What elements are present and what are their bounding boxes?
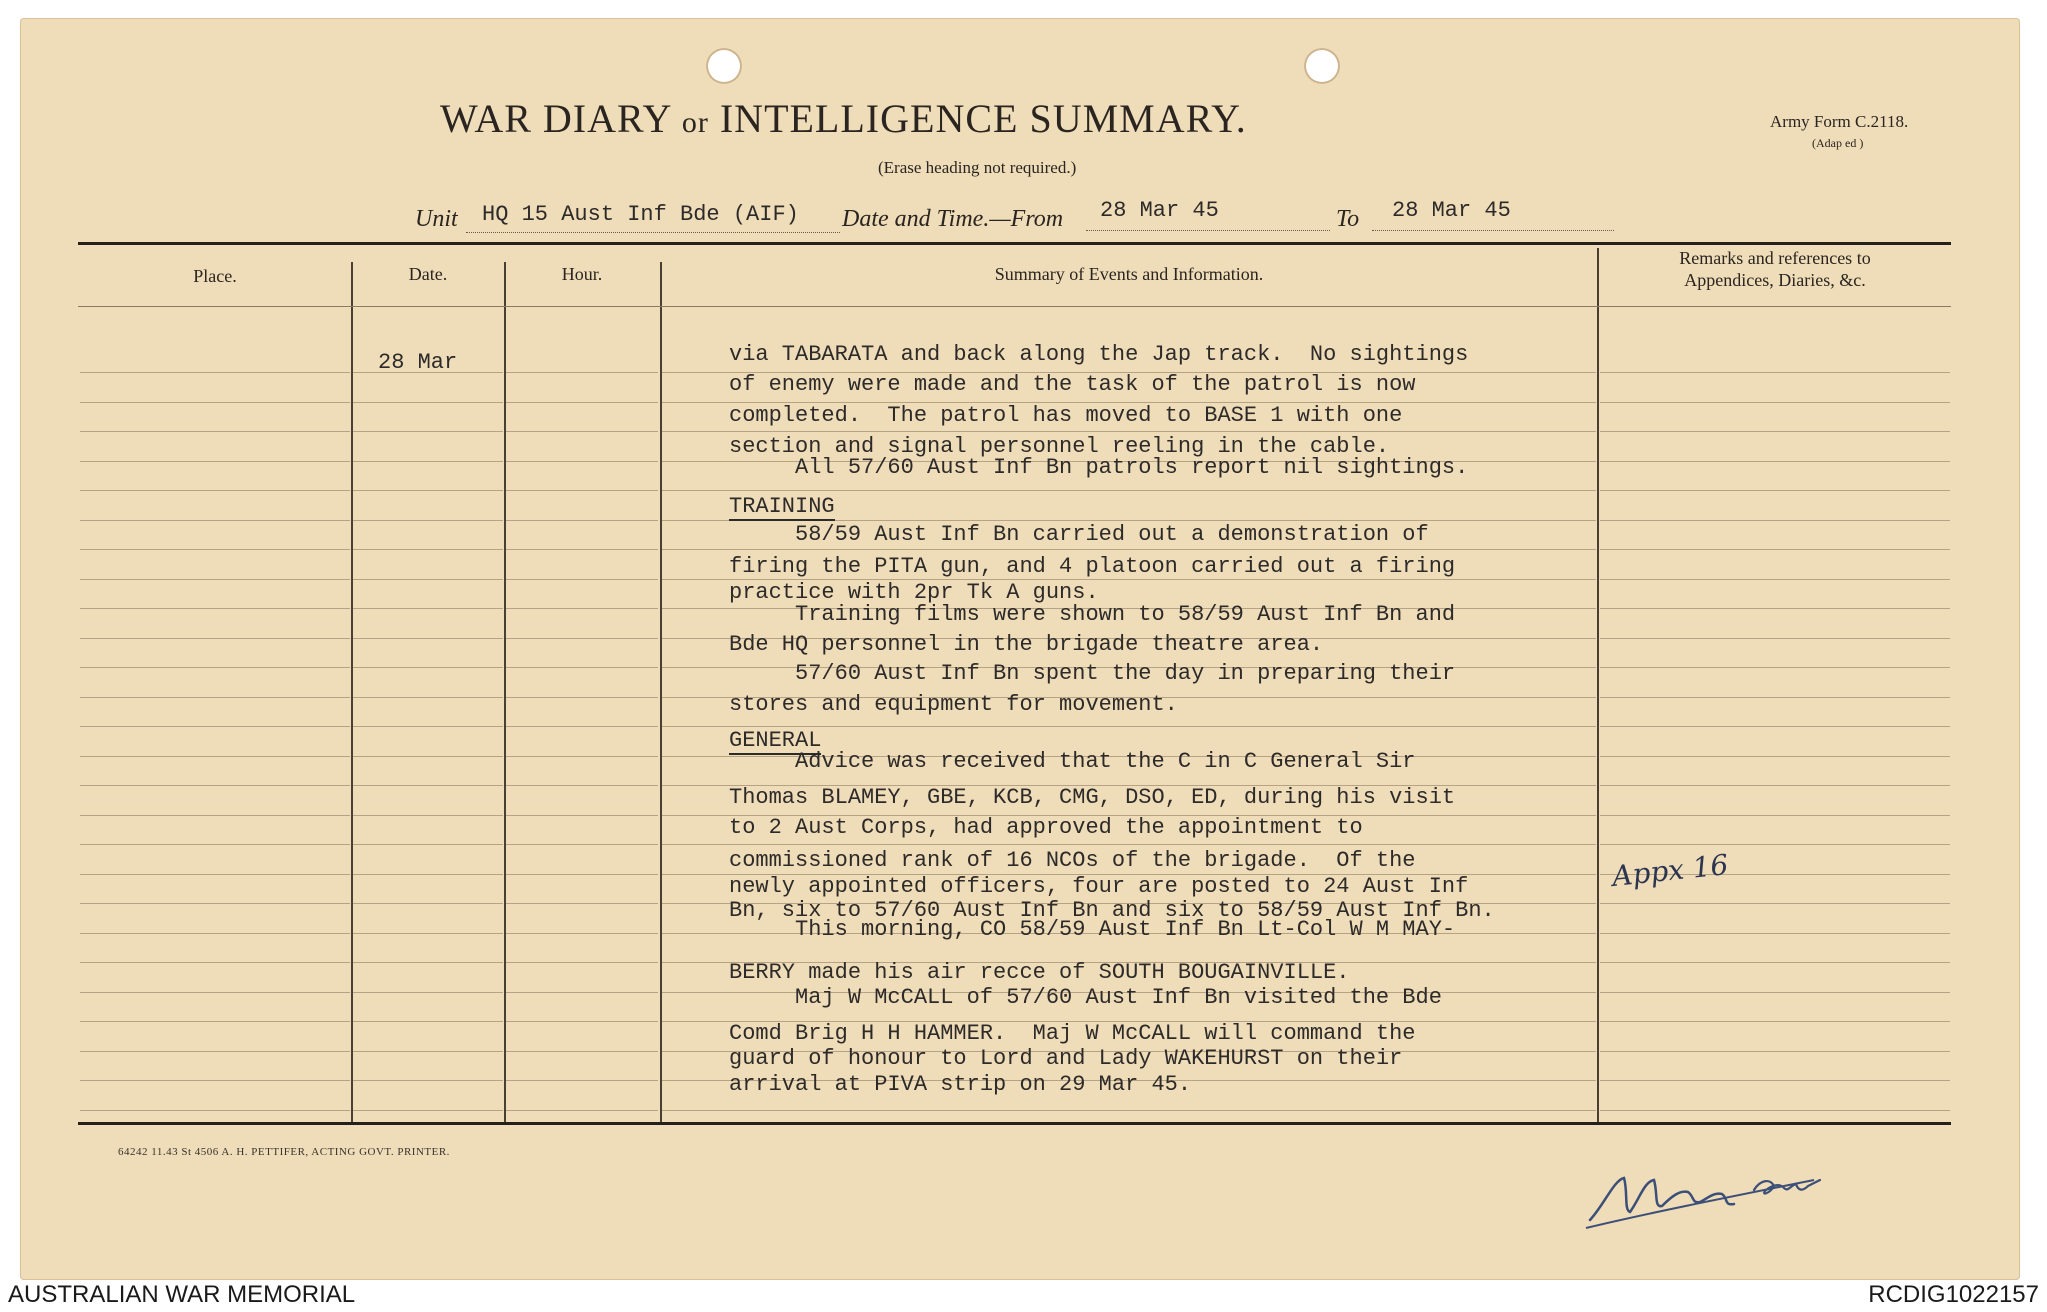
guide-rule: [80, 549, 350, 550]
guide-rule: [506, 992, 658, 993]
summary-line: of enemy were made and the task of the patrol is now: [729, 372, 1416, 397]
summary-line: 58/59 Aust Inf Bn carried out a demonstration of: [729, 522, 1429, 547]
guide-rule: [80, 933, 350, 934]
summary-line: BERRY made his air recce of SOUTH BOUGAINVILLE.: [729, 960, 1350, 985]
guide-rule: [506, 933, 658, 934]
summary-line: 57/60 Aust Inf Bn spent the day in preparing their: [729, 661, 1456, 686]
form-reference: Army Form C.2118.: [1770, 112, 1909, 131]
guide-rule: [353, 874, 503, 875]
summary-line: firing the PITA gun, and 4 platoon carried out a firing: [729, 554, 1456, 579]
guide-rule: [1600, 1051, 1950, 1052]
summary-line: Advice was received that the C in C General Sir: [729, 749, 1416, 774]
guide-rule: [80, 844, 350, 845]
header-place: Place.: [193, 266, 237, 286]
punch-hole-right: [1304, 48, 1340, 84]
guide-rule: [1600, 402, 1950, 403]
guide-rule: [353, 697, 503, 698]
guide-rule: [1600, 1110, 1950, 1111]
guide-rule: [80, 490, 350, 491]
summary-line: practice with 2pr Tk A guns.: [729, 580, 1099, 605]
summary-line: arrival at PIVA strip on 29 Mar 45.: [729, 1072, 1192, 1097]
guide-rule: [506, 1110, 658, 1111]
guide-rule: [662, 490, 1596, 491]
guide-rule: [506, 638, 658, 639]
guide-rule: [80, 785, 350, 786]
guide-rule: [506, 608, 658, 609]
guide-rule: [662, 844, 1596, 845]
title-part-2: INTELLIGENCE SUMMARY.: [719, 96, 1247, 141]
from-date-value: 28 Mar 45: [1100, 198, 1219, 223]
summary-line: Bde HQ personnel in the brigade theatre area.: [729, 632, 1324, 657]
guide-rule: [506, 1021, 658, 1022]
footer-id: RCDIG1022157: [1868, 1281, 2039, 1308]
guide-rule: [506, 372, 658, 373]
guide-rule: [80, 1080, 350, 1081]
unit-label: Unit: [415, 206, 458, 232]
summary-line: commissioned rank of 16 NCOs of the brigade. Of the: [729, 848, 1416, 873]
guide-rule: [80, 726, 350, 727]
guide-rule: [506, 667, 658, 668]
guide-rule: [353, 1021, 503, 1022]
guide-rule: [1600, 1080, 1950, 1081]
summary-line: Maj W McCALL of 57/60 Aust Inf Bn visited the Bde: [729, 985, 1442, 1010]
guide-rule: [1600, 844, 1950, 845]
col-divider-1: [351, 262, 353, 1122]
guide-rule: [353, 402, 503, 403]
guide-rule: [80, 903, 350, 904]
guide-rule: [80, 402, 350, 403]
guide-rule: [80, 815, 350, 816]
unit-dotted-line: [466, 232, 840, 233]
section-heading: GENERAL: [729, 728, 822, 753]
guide-rule: [506, 431, 658, 432]
printer-imprint: 64242 11.43 St 4506 A. H. PETTIFER, ACTING GOVT. PRINTER.: [118, 1146, 450, 1158]
guide-rule: [506, 756, 658, 757]
summary-line: stores and equipment for movement.: [729, 692, 1178, 717]
guide-rule: [506, 844, 658, 845]
header-underline: [78, 306, 1951, 307]
guide-rule: [80, 697, 350, 698]
summary-line: Training films were shown to 58/59 Aust Inf Bn and: [729, 602, 1456, 627]
guide-rule: [1600, 549, 1950, 550]
guide-rule: [353, 1080, 503, 1081]
date-time-label: Date and Time.—From: [842, 206, 1064, 232]
guide-rule: [506, 579, 658, 580]
guide-rule: [1600, 933, 1950, 934]
guide-rule: [80, 431, 350, 432]
guide-rule: [506, 549, 658, 550]
summary-line: This morning, CO 58/59 Aust Inf Bn Lt-Col W M MAY-: [729, 917, 1456, 942]
summary-line: via TABARATA and back along the Jap track. No sightings: [729, 342, 1469, 367]
guide-rule: [80, 520, 350, 521]
to-label: To: [1336, 206, 1360, 232]
guide-rule: [80, 638, 350, 639]
guide-rule: [80, 874, 350, 875]
form-adapted-note: (Adap ed ): [1812, 136, 1864, 150]
guide-rule: [80, 1110, 350, 1111]
col-divider-2: [504, 262, 506, 1122]
col-divider-3: [660, 262, 662, 1122]
guide-rule: [353, 1110, 503, 1111]
guide-rule: [353, 756, 503, 757]
guide-rule: [506, 402, 658, 403]
guide-rule: [80, 992, 350, 993]
guide-rule: [1600, 962, 1950, 963]
section-heading: TRAINING: [729, 494, 835, 519]
guide-rule: [506, 697, 658, 698]
guide-rule: [80, 372, 350, 373]
guide-rule: [353, 608, 503, 609]
appendix-remark: Appx 16: [1610, 848, 1730, 893]
header-summary: Summary of Events and Information.: [994, 264, 1264, 284]
guide-rule: [353, 431, 503, 432]
title-or: or: [681, 106, 709, 139]
guide-rule: [1600, 756, 1950, 757]
guide-rule: [1600, 785, 1950, 786]
guide-rule: [353, 962, 503, 963]
guide-rule: [353, 815, 503, 816]
summary-line: newly appointed officers, four are posted to 24 Aust Inf: [729, 874, 1469, 899]
guide-rule: [80, 756, 350, 757]
guide-rule: [1600, 667, 1950, 668]
guide-rule: [353, 785, 503, 786]
guide-rule: [506, 726, 658, 727]
header-remarks-line-2: Appendices, Diaries, &c.: [1684, 270, 1866, 290]
guide-rule: [353, 992, 503, 993]
guide-rule: [80, 608, 350, 609]
guide-rule: [506, 1051, 658, 1052]
header-hour: Hour.: [561, 264, 603, 284]
guide-rule: [353, 520, 503, 521]
guide-rule: [353, 579, 503, 580]
summary-line: section and signal personnel reeling in the cable.: [729, 434, 1390, 459]
guide-rule: [1600, 815, 1950, 816]
guide-rule: [1600, 461, 1950, 462]
guide-rule: [506, 1080, 658, 1081]
guide-rule: [353, 903, 503, 904]
document-title: [440, 95, 1460, 142]
summary-line: completed. The patrol has moved to BASE 1 with one: [729, 403, 1403, 428]
date-entry: 28 Mar: [378, 350, 458, 375]
from-dotted-line: [1086, 230, 1330, 231]
guide-rule: [662, 726, 1596, 727]
guide-rule: [353, 1051, 503, 1052]
guide-rule: [506, 962, 658, 963]
signature: [1584, 1150, 1884, 1240]
guide-rule: [506, 520, 658, 521]
guide-rule: [506, 490, 658, 491]
guide-rule: [353, 490, 503, 491]
title-part-1: WAR DIARY: [440, 96, 671, 141]
guide-rule: [353, 726, 503, 727]
header-date: Date.: [408, 264, 448, 284]
guide-rule: [353, 638, 503, 639]
guide-rule: [1600, 726, 1950, 727]
guide-rule: [506, 815, 658, 816]
guide-rule: [506, 785, 658, 786]
punch-hole-left: [706, 48, 742, 84]
guide-rule: [1600, 608, 1950, 609]
guide-rule: [662, 1110, 1596, 1111]
summary-line: Comd Brig H H HAMMER. Maj W McCALL will command the: [729, 1021, 1416, 1046]
guide-rule: [1600, 992, 1950, 993]
guide-rule: [353, 933, 503, 934]
guide-rule: [353, 844, 503, 845]
summary-line: All 57/60 Aust Inf Bn patrols report nil sightings.: [729, 455, 1469, 480]
guide-rule: [1600, 490, 1950, 491]
guide-rule: [1600, 697, 1950, 698]
to-date-value: 28 Mar 45: [1392, 198, 1511, 223]
guide-rule: [662, 431, 1596, 432]
guide-rule: [353, 549, 503, 550]
to-dotted-line: [1372, 230, 1614, 231]
guide-rule: [80, 962, 350, 963]
header-remarks-line-1: Remarks and references to: [1679, 248, 1871, 268]
guide-rule: [80, 461, 350, 462]
guide-rule: [506, 903, 658, 904]
guide-rule: [1600, 1021, 1950, 1022]
guide-rule: [1600, 638, 1950, 639]
document-subtitle: (Erase heading not required.): [878, 158, 1077, 177]
guide-rule: [1600, 372, 1950, 373]
guide-rule: [80, 667, 350, 668]
unit-value: HQ 15 Aust Inf Bde (AIF): [482, 202, 799, 227]
summary-line: Bn, six to 57/60 Aust Inf Bn and six to 58/59 Aust Inf Bn.: [729, 898, 1495, 923]
guide-rule: [80, 1021, 350, 1022]
guide-rule: [1600, 520, 1950, 521]
guide-rule: [353, 461, 503, 462]
table-top-rule: [78, 242, 1951, 245]
guide-rule: [662, 549, 1596, 550]
col-divider-4: [1597, 248, 1599, 1122]
guide-rule: [1600, 431, 1950, 432]
summary-line: guard of honour to Lord and Lady WAKEHURST on their: [729, 1046, 1403, 1071]
table-bottom-rule: [78, 1122, 1951, 1125]
guide-rule: [506, 874, 658, 875]
summary-line: to 2 Aust Corps, had approved the appointment to: [729, 815, 1363, 840]
guide-rule: [1600, 579, 1950, 580]
summary-line: Thomas BLAMEY, GBE, KCB, CMG, DSO, ED, during his visit: [729, 785, 1456, 810]
footer-credit: AUSTRALIAN WAR MEMORIAL: [8, 1281, 356, 1308]
guide-rule: [80, 579, 350, 580]
guide-rule: [506, 461, 658, 462]
guide-rule: [1600, 903, 1950, 904]
guide-rule: [80, 1051, 350, 1052]
guide-rule: [353, 667, 503, 668]
